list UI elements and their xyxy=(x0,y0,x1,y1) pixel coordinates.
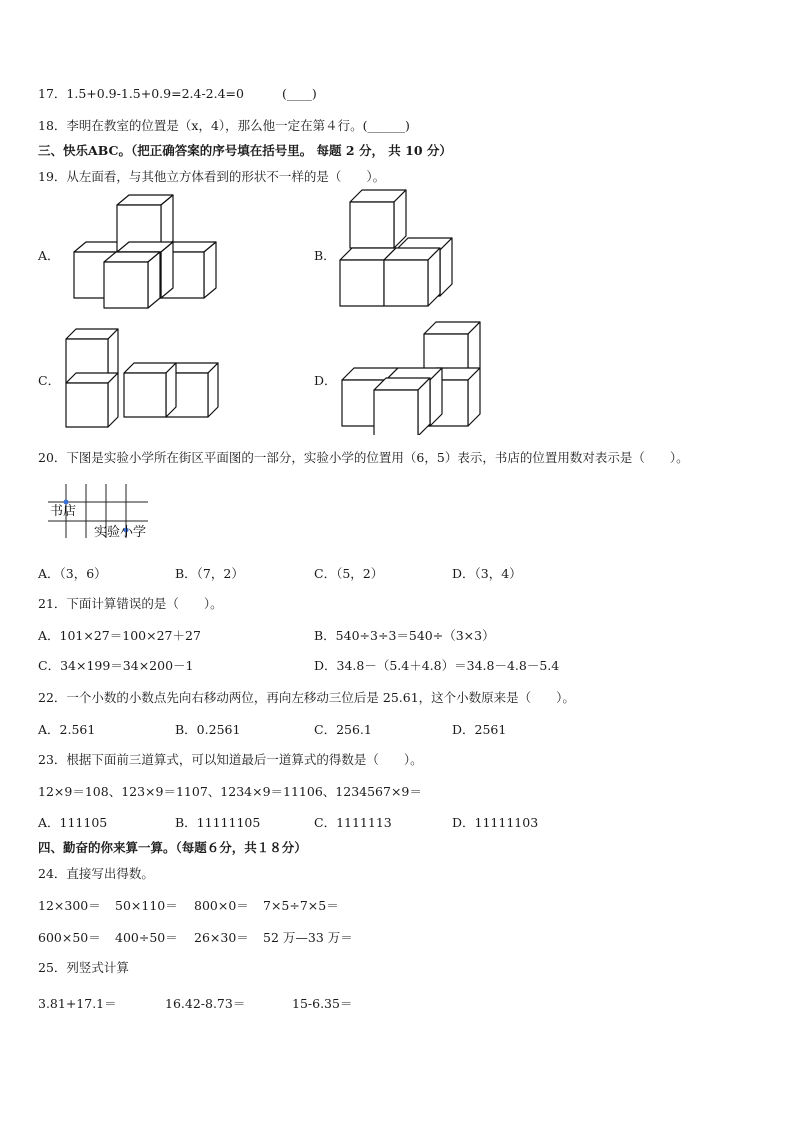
question-17-text: 17．1.5+0.9-1.5+0.9=2.4-2.4=0 xyxy=(38,86,244,101)
cube-figure-c xyxy=(62,325,222,435)
bookstore-label: 书店 xyxy=(50,504,77,519)
question-21-stem: 21．下面计算错误的是（ ）。 xyxy=(38,596,223,611)
q24-item: 7×5÷7×5＝ xyxy=(263,898,339,913)
q24-item: 52 万—33 万＝ xyxy=(263,930,353,945)
q20-option-c[interactable]: C．（5，2） xyxy=(314,566,384,581)
q24-item: 50×110＝ xyxy=(115,898,178,913)
q23-option-b[interactable]: B．11111105 xyxy=(175,815,261,830)
cube-figure-d xyxy=(338,320,486,435)
q23-option-c[interactable]: C．1111113 xyxy=(314,815,392,830)
question-18: 18．李明在教室的位置是（x，4），那么他一定在第４行。(______) xyxy=(38,118,410,133)
option-a-label[interactable]: A． xyxy=(38,248,60,263)
answer-blank[interactable]: (____) xyxy=(281,86,317,101)
question-24-stem: 24．直接写出得数。 xyxy=(38,866,154,881)
q24-item: 600×50＝ xyxy=(38,930,101,945)
cube-figure-b xyxy=(336,188,461,313)
question-22-stem: 22．一个小数的小数点先向右移动两位，再向左移动三位后是 25.61，这个小数原来是（ ）。 xyxy=(38,690,575,705)
q25-item: 3.81+17.1＝ xyxy=(38,996,117,1011)
street-map xyxy=(44,482,164,544)
q25-item: 16.42-8.73＝ xyxy=(165,996,246,1011)
section-4-title: 四、勤奋的你来算一算。（每题６分，共１８分） xyxy=(38,840,307,855)
question-23-expression: 12×9＝108、123×9＝1107、1234×9＝11106、1234567×9＝ xyxy=(38,784,422,799)
q21-option-a[interactable]: A．101×27＝100×27＋27 xyxy=(38,628,201,643)
q25-item: 15-6.35＝ xyxy=(292,996,353,1011)
q23-option-d[interactable]: D．11111103 xyxy=(452,815,539,830)
q21-option-c[interactable]: C．34×199＝34×200－1 xyxy=(38,658,194,673)
q24-item: 400÷50＝ xyxy=(115,930,178,945)
q24-item: 26×30＝ xyxy=(194,930,249,945)
q22-option-d[interactable]: D．2561 xyxy=(452,722,507,737)
q24-item: 12×300＝ xyxy=(38,898,101,913)
q22-option-c[interactable]: C．256.1 xyxy=(314,722,372,737)
option-c-label[interactable]: C． xyxy=(38,373,61,388)
q22-option-a[interactable]: A．2.561 xyxy=(38,722,96,737)
q20-option-d[interactable]: D．（3，4） xyxy=(452,566,522,581)
question-20-stem: 20．下图是实验小学所在街区平面图的一部分，实验小学的位置用（6，5）表示，书店的位置用数对表示是（ ）。 xyxy=(38,450,689,465)
question-23-stem: 23．根据下面前三道算式，可以知道最后一道算式的得数是（ ）。 xyxy=(38,752,423,767)
q24-item: 800×0＝ xyxy=(194,898,249,913)
q21-option-b[interactable]: B．540÷3÷3＝540÷（3×3） xyxy=(314,628,495,643)
q20-option-a[interactable]: A．（3，6） xyxy=(38,566,107,581)
q23-option-a[interactable]: A．111105 xyxy=(38,815,108,830)
question-19-stem: 19．从左面看，与其他立方体看到的形状不一样的是（ ）。 xyxy=(38,169,386,184)
cube-figure-a xyxy=(70,190,230,315)
school-label: 实验小学 xyxy=(94,525,147,540)
q21-option-d[interactable]: D．34.8－（5.4＋4.8）＝34.8－4.8－5.4 xyxy=(314,658,560,673)
section-3-title: 三、快乐ABC。（把正确答案的序号填在括号里。 每题 2 分， 共 10 分） xyxy=(38,143,452,158)
q20-option-b[interactable]: B．（7，2） xyxy=(175,566,244,581)
q22-option-b[interactable]: B．0.2561 xyxy=(175,722,241,737)
option-d-label[interactable]: D． xyxy=(314,373,337,388)
option-b-label[interactable]: B． xyxy=(314,248,336,263)
question-25-stem: 25．列竖式计算 xyxy=(38,960,129,975)
question-17 xyxy=(38,84,317,102)
